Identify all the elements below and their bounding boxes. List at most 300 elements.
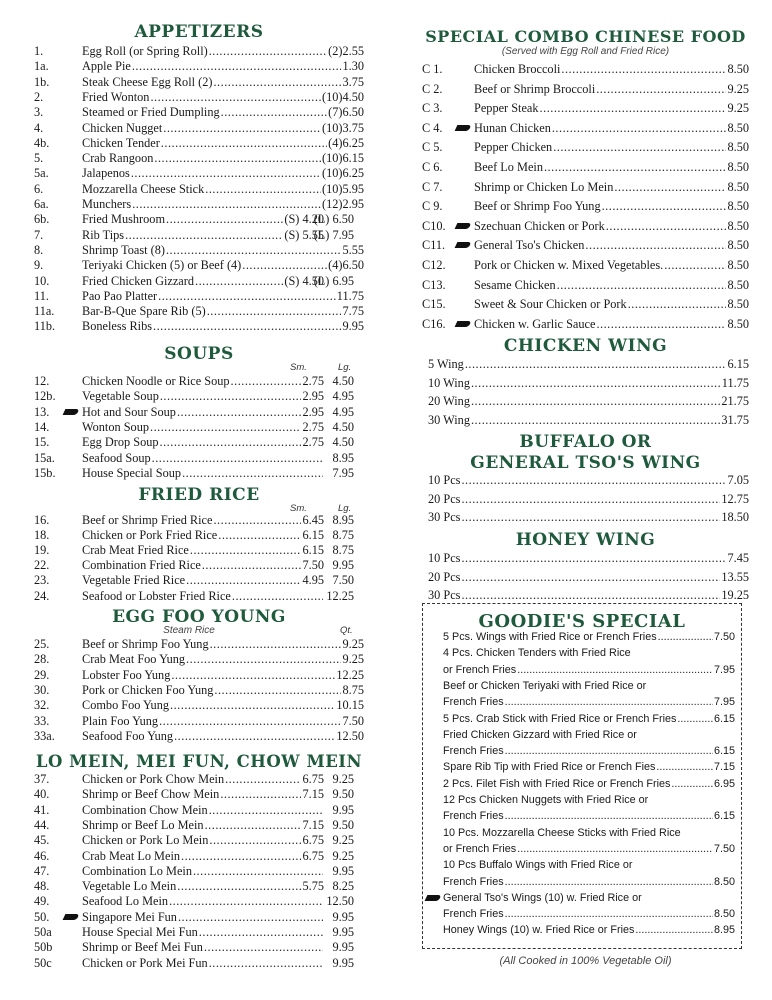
item-name: Sweet & Sour Chicken or Pork [474,297,627,312]
spicy-icon [456,223,470,229]
special-text: or French Fries [443,663,517,676]
item-number: 33. [34,713,50,728]
item-name: Szechuan Chicken or Pork [474,218,605,233]
dot-leader [231,373,302,389]
item-qty-price: (10) [321,120,343,135]
item-name: Singapore Mei Fun [82,909,177,924]
item-line [428,491,749,507]
item-price: 7.45 [727,551,749,565]
item-line [474,237,749,253]
menu-item [34,771,364,787]
special-line [423,645,741,661]
menu-item [34,512,364,528]
menu-item [34,419,364,435]
item-name: Pork or Chicken Foo Yung [82,682,214,697]
item-line [474,120,749,136]
item-name: Lobster Foo Yung [82,667,171,682]
item-name: Fried Chicken Gizzard [82,273,194,288]
dot-leader [177,404,302,420]
dot-leader [471,375,721,391]
menu-item [34,196,364,212]
item-number: 24. [34,588,50,603]
item-number: C 5. [422,140,443,155]
dot-leader [505,874,713,890]
dot-leader [204,939,323,955]
item-price: 9.95 [342,319,364,334]
dot-leader [199,924,323,940]
item-price: 2.95 [302,404,324,419]
item-name: Shrimp or Chicken Lo Mein [474,179,614,194]
menu-item [418,198,753,214]
item-line [474,316,749,332]
small-size-header: Sm. [290,362,307,373]
item-price: 5.95 [342,181,364,196]
menu-item [34,651,364,667]
menu-item [34,404,364,420]
special-price: 6.95 [713,777,735,790]
item-price-large: 7.50 [332,573,354,588]
special-line [423,906,741,922]
special-line [423,841,741,857]
dot-leader [158,288,336,304]
dot-leader [160,388,302,404]
item-line [82,924,324,940]
item-line [428,509,749,525]
item-price: 19.25 [721,588,749,603]
dot-leader [221,104,327,120]
item-price-large: 9.95 [332,955,354,970]
item-qty-price: (S) 4.50 [284,273,324,288]
item-price: 12.25 [336,667,364,682]
item-number: 5. [34,151,44,166]
special-line [423,776,741,792]
menu-item [34,120,364,136]
menu-item [418,393,753,409]
item-number: 5a. [34,166,49,181]
special-text: 5 Pcs. Wings with Fried Rice or French Fries [443,631,657,643]
menu-item [34,572,364,588]
menu-item [34,373,364,389]
item-price-large: (L) 7.95 [313,227,354,242]
dot-leader [505,743,713,759]
item-number: 4b. [34,135,50,150]
item-line [82,74,364,90]
item-price-large: 9.25 [332,848,354,863]
item-name: Pao Pao Platter [82,288,158,303]
special-line-content [443,662,735,678]
item-name: Steak Cheese Egg Roll (2) [82,74,213,89]
dot-leader [163,120,321,136]
menu-item [34,588,364,604]
item-line [82,667,364,683]
dot-leader [186,651,341,667]
item-name: Beef or Shrimp Foo Yung [82,637,209,651]
spicy-icon [456,321,470,327]
special-line [423,678,741,694]
dot-leader [171,667,335,683]
special-line-content [443,890,735,906]
item-line [82,802,324,818]
special-line-content [443,776,735,792]
item-name: Fried Mushroom [82,212,166,227]
spicy-icon [456,125,470,131]
item-number: 15b. [34,465,56,480]
section-title: SPECIAL COMBO CHINESE FOOD [425,27,746,46]
item-number: 47. [34,863,50,878]
item-price: 6.75 [302,848,324,863]
menu-item [34,104,364,120]
item-name: 20 Pcs [428,569,461,584]
dot-leader [596,81,726,97]
item-name: Apple Pie [82,59,131,74]
dot-leader [160,434,302,450]
dot-leader [461,569,720,585]
item-name: Beef or Shrimp Broccoli [474,81,596,96]
item-line [82,303,364,319]
item-price: 8.50 [727,277,749,292]
dot-leader [209,955,323,971]
menu-item [34,542,364,558]
special-text: French Fries [443,875,504,888]
item-qty-price: (4) [328,258,343,273]
dot-leader [517,662,713,678]
item-line [82,728,364,744]
item-number: 15. [34,435,50,450]
menu-item [418,139,753,155]
item-number: C 3. [422,101,443,116]
item-name: 10 Pcs [428,473,461,487]
item-line [474,257,749,273]
item-line [428,550,749,566]
item-price-large: 9.95 [332,925,354,939]
menu-item [418,412,753,428]
item-line [82,832,324,848]
special-text: Honey Wings (10) w. Fried Rice or Fries [443,924,635,937]
item-number: 10. [34,273,50,288]
dot-leader [186,572,301,588]
item-line [82,120,364,136]
item-name: 30 Wing [428,412,470,427]
dot-leader [193,863,323,879]
dot-leader [125,227,283,243]
menu-item [34,527,364,543]
menu-item [34,713,364,729]
dot-leader [635,922,713,938]
item-number: C12. [422,258,446,272]
section-subtitle: Steam Rice [163,625,215,636]
item-number: 44. [34,817,50,832]
item-name: Egg Roll (or Spring Roll) [82,44,208,58]
item-line [474,61,749,77]
menu-item [34,242,364,258]
item-price: 3.75 [342,74,364,89]
special-line-content [443,857,735,873]
item-price: 4.95 [302,573,324,588]
dot-leader [205,181,321,197]
item-price: 6.15 [727,357,749,371]
item-name: 10 Wing [428,375,470,390]
dot-leader [218,527,301,543]
large-size-header: Lg. [338,503,352,514]
dot-leader [205,817,302,833]
special-text: Fried Chicken Gizzard with Fried Rice or [443,728,637,741]
special-price: 7.95 [713,696,735,709]
item-price: 8.50 [727,140,749,155]
menu-item [34,465,364,481]
menu-item [418,218,753,234]
dot-leader [209,43,327,59]
item-price: 9.25 [342,652,364,667]
item-price: 2.55 [342,44,364,58]
item-line [82,404,324,420]
dot-leader [153,318,341,334]
dot-leader [461,491,720,507]
menu-item [418,569,753,585]
menu-item [418,375,753,391]
item-number: C 1. [422,62,443,76]
menu-item [34,165,364,181]
item-price: 6.75 [302,772,324,786]
item-name: Combo Foo Yung [82,698,170,713]
item-name: Chicken or Pork Chow Mein [82,772,225,786]
item-name: Chicken Nugget [82,120,163,135]
special-line-content [443,711,735,727]
special-line-content [443,825,735,841]
menu-item [34,667,364,683]
dot-leader [656,759,713,775]
menu-item [418,491,753,507]
item-number: 28. [34,652,50,667]
item-line [474,100,749,116]
item-number: 6b. [34,212,50,227]
item-name: Chicken w. Garlic Sauce [474,316,596,331]
item-line [82,165,364,181]
item-line [82,651,364,667]
item-price: 5.75 [302,879,324,894]
special-text: 10 Pcs. Mozzarella Cheese Sticks with Fried Rice [443,826,681,839]
large-size-header: Lg. [338,362,352,373]
item-price: 7.15 [302,817,324,832]
item-name: Bar-B-Que Spare Rib (5) [82,304,206,319]
special-line [423,857,741,873]
special-line-content [443,808,735,824]
item-number: 2. [34,89,44,104]
item-price: 8.50 [727,120,749,135]
special-price: 8.50 [713,875,735,888]
item-name: Chicken or Pork Fried Rice [82,528,218,543]
dot-leader [540,100,727,116]
item-line [82,636,364,652]
item-price-large: 4.50 [332,435,354,450]
menu-item [418,120,753,136]
dot-leader [664,257,726,273]
item-price: 21.75 [721,394,749,409]
item-number: C10. [422,218,446,233]
menu-item [34,135,364,151]
dot-leader [207,303,342,319]
item-price: 7.05 [727,473,749,487]
special-line-content [443,906,735,922]
item-line [82,388,324,404]
item-number: 7. [34,227,44,242]
item-line [82,893,324,909]
item-number: 19. [34,543,50,558]
item-line [82,257,364,273]
item-number: 8. [34,242,44,257]
item-line [474,198,749,214]
section-title-line2: GENERAL TSO'S WING [470,453,701,473]
item-price: 18.50 [721,510,749,525]
item-number: 46. [34,848,50,863]
section-title: FRIED RICE [138,485,260,505]
item-number: 37. [34,772,50,786]
item-name: Shrimp Toast (8) [82,242,165,257]
section-title: EGG FOO YOUNG [112,607,286,627]
goodies-special-box [422,603,742,949]
special-price: 8.50 [713,908,735,921]
item-number: 50. [34,909,50,924]
item-number: 11. [34,288,49,303]
special-line-content [443,727,735,743]
item-line [82,242,364,258]
item-price: 11.75 [336,288,364,303]
menu-item [34,682,364,698]
dot-leader [209,832,301,848]
item-name: Mozzarella Cheese Stick [82,181,205,196]
menu-item [418,550,753,566]
item-price: 6.75 [302,833,324,848]
section-title: CHICKEN WING [503,336,668,356]
section-title: LO MEIN, MEI FUN, CHOW MEIN [35,752,363,771]
item-price: 7.50 [342,713,364,728]
item-price: 10.15 [336,698,364,713]
item-line [82,181,364,197]
item-number: 29. [34,667,50,682]
item-price-large: 9.95 [332,802,354,817]
item-number: 16. [34,513,50,527]
menu-item [34,450,364,466]
item-qty-price: (10) [321,89,343,104]
item-price-large: 9.95 [332,940,354,955]
item-line [82,713,364,729]
item-price-large: 7.95 [332,465,354,480]
item-number: 40. [34,787,50,802]
dot-leader [596,316,726,332]
item-line [82,878,324,894]
special-text: Spare Rib Tip with Fried Rice or French Fies [443,761,656,774]
item-number: 41. [34,802,50,817]
menu-item [418,356,753,372]
item-number: C 7. [422,179,443,194]
item-name: Vegetable Soup [82,389,159,404]
dot-leader [505,906,713,922]
item-number: 6. [34,181,44,196]
menu-item [34,227,364,243]
item-line [82,527,324,543]
special-line-content [443,874,735,890]
menu-item [34,955,364,971]
item-qty-price: (10) [321,151,343,166]
special-line [423,808,741,824]
special-price: 8.95 [713,924,735,937]
dot-leader [169,893,323,909]
menu-item [34,728,364,744]
item-name: Wonton Soup [82,419,149,434]
item-line [82,682,364,698]
item-price: 8.50 [727,179,749,194]
item-price: 13.55 [721,569,749,584]
menu-item [418,509,753,525]
item-price: 6.15 [302,528,324,543]
item-price-large: (L) 6.50 [313,212,354,227]
special-price: 7.50 [713,631,735,643]
item-price-large: 4.50 [332,419,354,434]
special-line [423,743,741,759]
item-price: 1.30 [342,59,364,74]
dot-leader [195,273,283,289]
item-line [82,542,324,558]
item-line [474,277,749,293]
item-number: C 9. [422,199,443,214]
item-name: Chicken Noodle or Rice Soup [82,374,230,388]
menu-item [34,181,364,197]
item-number: 33a. [34,728,55,743]
menu-item [34,802,364,818]
item-price: 8.75 [342,682,364,697]
item-number: 12b. [34,389,56,404]
item-name: Chicken Broccoli [474,62,561,76]
item-number: 12. [34,374,50,388]
dot-leader [225,771,301,787]
menu-item [34,878,364,894]
item-price-large: 9.50 [332,817,354,832]
item-price: 9.25 [727,101,749,116]
item-number: 45. [34,833,50,848]
menu-item [34,817,364,833]
item-name: Pepper Chicken [474,140,553,155]
item-line [82,273,324,289]
dot-leader [210,636,342,652]
item-number: C15. [422,297,446,312]
item-price: 9.25 [342,637,364,651]
special-price: 7.15 [713,761,735,774]
menu-item [34,924,364,940]
special-price: 6.15 [713,712,735,725]
item-line [474,296,749,312]
dot-leader [465,356,727,372]
item-line [82,465,324,481]
menu-item [418,587,753,603]
item-name: Fried Wonton [82,89,150,104]
item-name: Combination Fried Rice [82,558,201,573]
item-line [82,771,324,787]
item-price-large: 12.25 [326,588,354,603]
small-size-header: Sm. [290,503,307,514]
item-price: 12.50 [336,728,364,743]
item-price: 6.25 [342,166,364,181]
item-qty-price: (2) [328,44,343,58]
item-number: 30. [34,682,50,697]
dot-leader [209,802,323,818]
menu-item [34,863,364,879]
item-qty-price: (S) 5.55 [284,227,324,242]
item-line [82,817,324,833]
spicy-icon [64,914,78,920]
item-price: 11.75 [721,375,749,390]
item-number: 4. [34,120,44,135]
item-line [82,955,324,971]
item-name: 5 Wing [428,357,464,371]
